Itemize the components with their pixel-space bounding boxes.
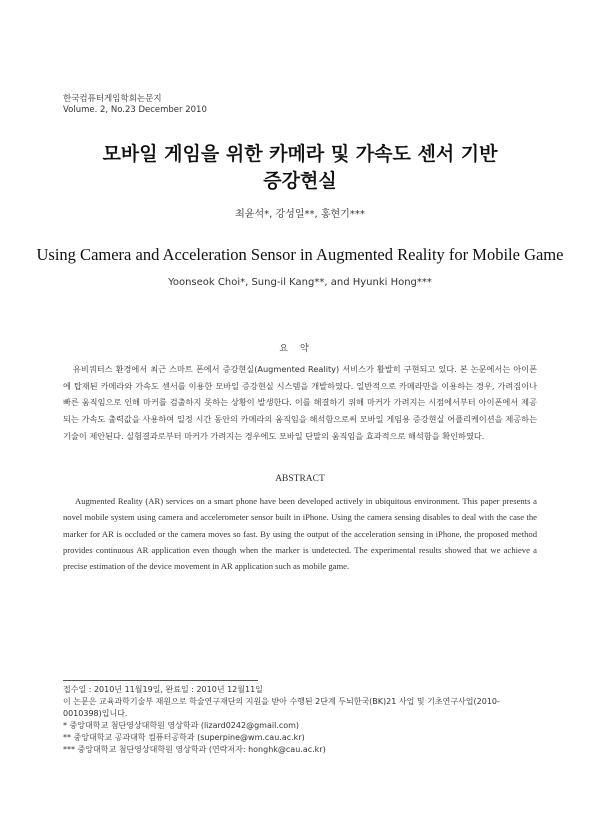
english-title: Using Camera and Acceleration Sensor in Augmented Reality for Mobile Game: [36, 245, 564, 264]
footnote-author-3: *** 중앙대학교 첨단영상대학원 영상학과 (연락저자: honghk@cau.ac.kr): [63, 745, 326, 754]
korean-abstract-heading: 요약: [279, 344, 321, 354]
journal-name: 한국컴퓨터게임학회논문지: [63, 94, 162, 104]
footnote-divider: [63, 680, 258, 681]
korean-title: [0, 141, 600, 195]
footnote-funding: 이 논문은 교육과학기술부 재원으로 학술연구재단의 지원을 받아 수행된 2단계 두뇌한국(BK)21 사업 및 기초연구사업(2010-0010398)입니다.: [63, 697, 500, 718]
footnotes: [63, 684, 537, 756]
korean-title-line-1: 모바일 게임을 위한 카메라 및 가속도 센서 기반: [102, 143, 498, 165]
footnote-author-2: ** 중앙대학교 공과대학 컴퓨터공학과 (superpine@wm.cau.ac.kr): [63, 733, 305, 742]
footnote-author-1: * 중앙대학교 첨단영상대학원 영상학과 (lizard0242@gmail.com): [63, 721, 300, 730]
english-abstract: Augmented Reality (AR) services on a smart phone have been developed actively in ubiquitous environment. This paper presents a novel mobile system using camera and accelerometer sensor built in iPhone. Using the camera sensing disables to deal with the case the marker for AR is occluded or the camera moves so fast. By using the output of the acceleration sensing in iPhone, the proposed method provides continuous AR application even though when the marker is undetected. The experimental results showed that we achieve a precise estimation of the device movement in AR application such as mobile game.: [63, 496, 537, 572]
korean-authors: 최윤석*, 강성일**, 홍현기***: [235, 209, 365, 220]
journal-volume: Volume. 2, No.23 December 2010: [63, 105, 207, 115]
korean-abstract: 유비쿼터스 환경에서 최근 스마트 폰에서 증강현실(Augmented Reality) 서비스가 활발히 구현되고 있다. 본 논문에서는 아이폰에 탑재된 카메라와 가속도 센서를 이용한 모바일 증강현실 시스템을 개발하였다. 일반적으로 카메라만을 이용하는 경우, 가려짐이나 빠른 움직임으로 인해 마커를 검출하지 못하는 상황이 발생한다. 이를 해결하기 위해 마커가 가려지는 시점에서부터 아이폰에서 제공되는 가속도 출력값을 사용하여 일정 시간 동안의 카메라의 움직임을 해석함으로써 모바일 게임용 증강현실 어플리케이션을 제공하는 기술이 제안된다. 실험결과로부터 마커가 가려지는 경우에도 모바일 단말의 움직임을 효과적으로 해석함을 확인하였다.: [63, 364, 537, 441]
journal-header: [63, 94, 207, 116]
english-abstract-heading: ABSTRACT: [275, 474, 325, 484]
english-authors: Yoonseok Choi*, Sung-il Kang**, and Hyunki Hong***: [168, 277, 432, 288]
footnote-received: 접수일 : 2010년 11월19일, 완료일 : 2010년 12월11일: [63, 685, 263, 694]
korean-title-line-2: 증강현실: [263, 170, 337, 192]
